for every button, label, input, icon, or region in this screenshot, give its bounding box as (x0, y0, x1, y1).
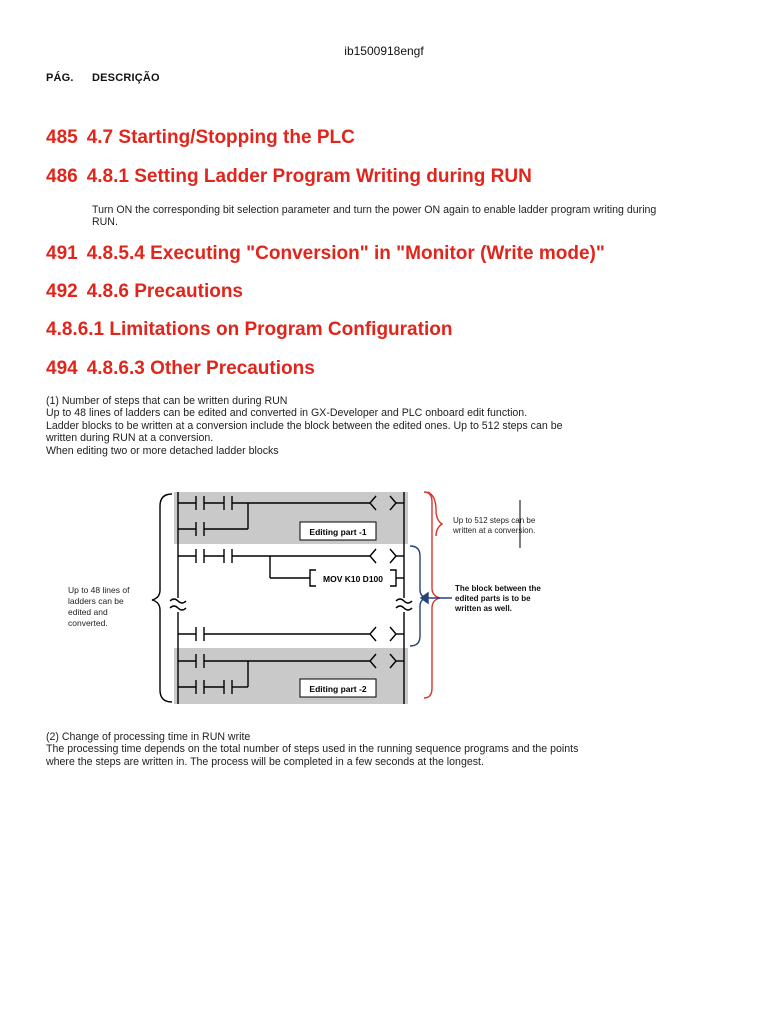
editing-part-2-label: Editing part -2 (309, 684, 367, 694)
note-line: written as well. (455, 604, 512, 613)
blue-arrowhead (421, 593, 428, 603)
heading-title: 4.8.1 Setting Ladder Program Writing during RUN (86, 166, 532, 187)
heading-page-number: 491 (46, 243, 78, 264)
text-line: Turn ON the corresponding bit selection parameter and turn the power ON again to enable ladder program writing during (92, 204, 657, 216)
omission-marks (170, 599, 412, 610)
text-line: where the steps are written in. The process will be completed in a few seconds at the longest. (46, 755, 484, 768)
column-header-page: PÁG. (46, 72, 74, 84)
heading-page-number: 494 (46, 358, 78, 379)
text-line: Ladder blocks to be written at a conversion include the block between the edited ones. Up to 512 steps can be (46, 419, 563, 432)
heading-page-number: 486 (46, 166, 78, 187)
left-brace (152, 494, 172, 702)
red-brace-top (428, 492, 442, 536)
heading-page-number: 485 (46, 127, 78, 148)
text-line: When editing two or more detached ladder blocks (46, 444, 279, 457)
right-bottom-note (454, 584, 541, 613)
rung-3 (178, 627, 404, 641)
text-line: Up to 48 lines of ladders can be edited and converted in GX-Developer and PLC onboard edit function. (46, 407, 528, 420)
note-line: written at a conversion. (453, 526, 536, 535)
document-id: ib1500918engf (344, 44, 424, 58)
note-line: edited and (68, 607, 108, 617)
text-line: written during RUN at a conversion. (46, 432, 214, 445)
heading-title: 4.8.6.1 Limitations on Program Configuration (46, 319, 453, 340)
note-line: edited parts is to be (455, 594, 531, 603)
right-top-note (452, 516, 536, 535)
heading-page-number: 492 (46, 281, 78, 302)
mov-instruction: MOV K10 D100 (323, 574, 383, 584)
text-line: (1) Number of steps that can be written during RUN (46, 395, 288, 407)
note-line: Up to 48 lines of (68, 585, 130, 595)
text-line: (2) Change of processing time in RUN write (46, 731, 251, 743)
paragraph-2 (46, 731, 578, 768)
note-line: converted. (68, 618, 108, 628)
text-line: RUN. (92, 216, 118, 229)
left-note (68, 585, 130, 628)
heading-title: 4.8.5.4 Executing "Conversion" in "Monitor (Write mode)" (86, 243, 605, 264)
note-line: Up to 512 steps can be (453, 516, 536, 525)
column-header-description: DESCRIÇÃO (92, 72, 160, 84)
heading-title: 4.7 Starting/Stopping the PLC (86, 127, 355, 148)
heading-title: 4.8.6 Precautions (86, 281, 243, 302)
text-line: The processing time depends on the total number of steps used in the running sequence programs and the points (46, 743, 579, 756)
note-line: The block between the (455, 584, 541, 593)
editing-part-1-label: Editing part -1 (309, 527, 367, 537)
note-line: ladders can be (68, 596, 124, 606)
heading-title: 4.8.6.3 Other Precautions (86, 358, 315, 379)
